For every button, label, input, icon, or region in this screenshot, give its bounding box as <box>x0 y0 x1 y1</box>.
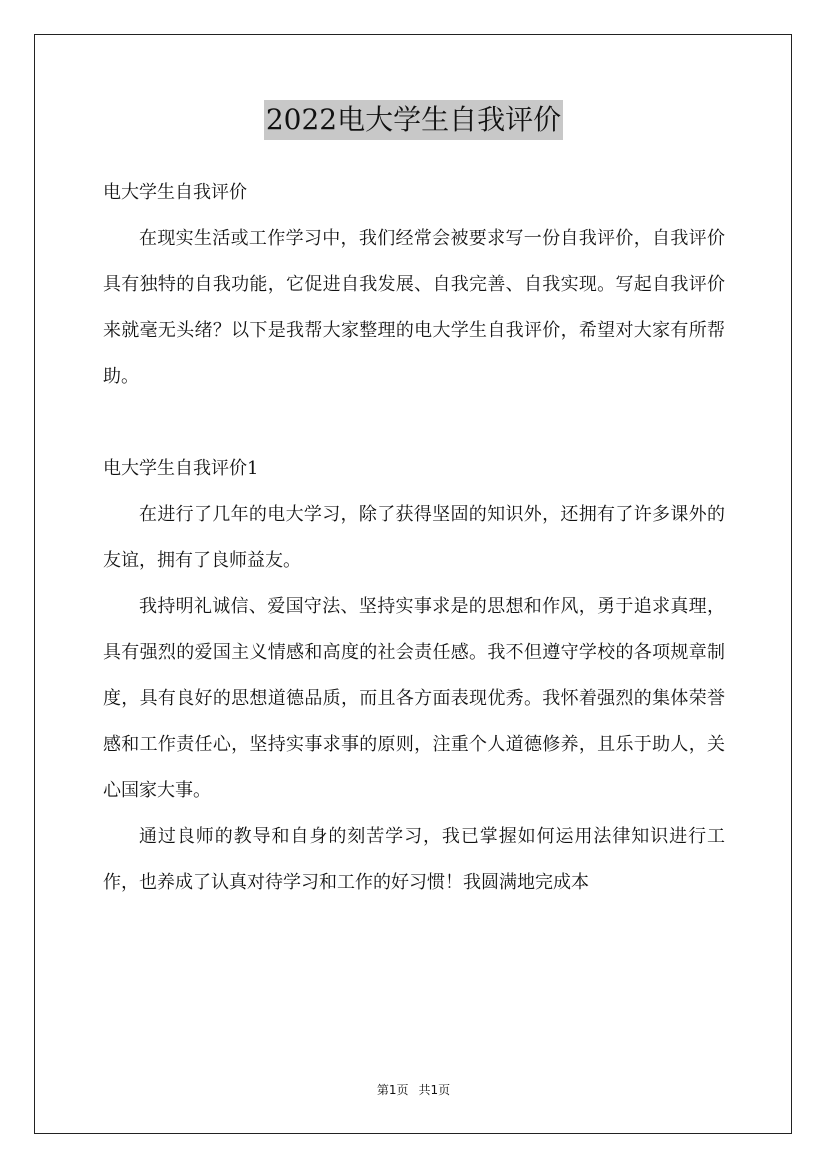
title-container <box>0 100 827 140</box>
page-footer <box>0 1082 827 1098</box>
document-title: 2022电大学生自我评价 <box>264 100 563 140</box>
body-paragraph: 在进行了几年的电大学习，除了获得坚固的知识外，还拥有了许多课外的友谊，拥有了良师益友。 <box>103 504 725 571</box>
intro-paragraph: 在现实生活或工作学习中，我们经常会被要求写一份自我评价，自我评价具有独特的自我功能，它促进自我发展、自我完善、自我实现。写起自我评价来就毫无头绪？以下是我帮大家整理的电大学生自我评价，希望对大家有所帮助。 <box>103 228 725 387</box>
section-heading: 电大学生自我评价1 <box>103 458 259 479</box>
body-paragraph: 我持明礼诚信、爱国守法、坚持实事求是的思想和作风，勇于追求真理，具有强烈的爱国主义情感和高度的社会责任感。我不但遵守学校的各项规章制度，具有良好的思想道德品质，而且各方面表现优秀。我怀着强烈的集体荣誉感和工作责任心，坚持实事求事的原则，注重个人道德修养，且乐于助人，关心国家大事。 <box>103 596 725 801</box>
document-body <box>103 170 725 906</box>
page-number: 第1页 <box>376 1083 409 1097</box>
page-total: 共1页 <box>418 1083 451 1097</box>
body-paragraph: 通过良师的教导和自身的刻苦学习，我已掌握如何运用法律知识进行工作，也养成了认真对待学习和工作的好习惯！我圆满地完成本 <box>103 826 725 893</box>
section-heading: 电大学生自我评价 <box>103 182 247 203</box>
